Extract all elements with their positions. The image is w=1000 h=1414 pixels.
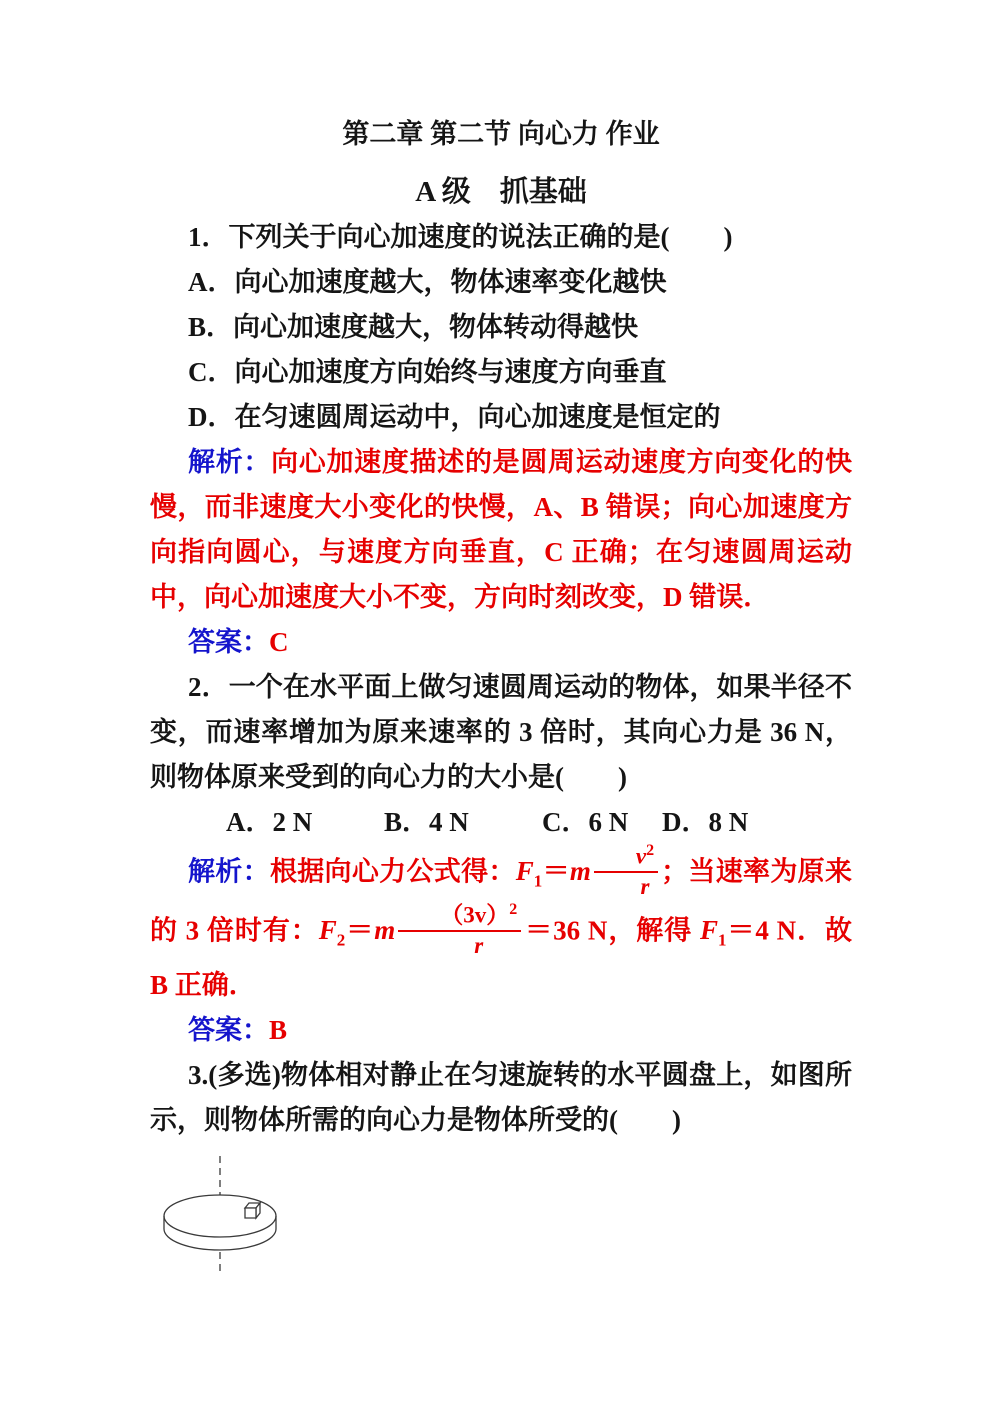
var-r: r	[474, 932, 484, 958]
sub-2: 2	[336, 930, 346, 950]
q2-answer-label: 答案：	[188, 1014, 269, 1045]
block-cube-front-face	[245, 1208, 256, 1218]
sub-1: 1	[533, 871, 543, 891]
q1-option-a: A．向心加速度越大，物体速率变化越快	[188, 267, 667, 297]
q1-answer	[150, 620, 852, 665]
disk-top-ellipse	[164, 1195, 276, 1237]
q2-analysis-seg4: 4 N．故 B 正确．	[150, 915, 853, 1000]
var-m: m	[374, 915, 396, 946]
q2-analysis-seg3: 36 N，解得	[553, 915, 700, 946]
sub-1: 1	[717, 930, 727, 950]
formula-f1-result	[699, 915, 756, 950]
q2-options-row	[150, 800, 852, 845]
equals-sign: ＝	[542, 856, 570, 887]
paren-3v: （3v）	[440, 902, 510, 928]
q2-stem: 2．一个在水平面上做匀速圆周运动的物体，如果半径不变，而速率增加为原来速率的 3 倍时，其向心力是 36 N，则物体原来受到的向心力的大小是( )	[150, 672, 852, 792]
q2-answer	[150, 1008, 852, 1053]
q1-analysis-label: 解析：	[188, 447, 272, 477]
rotating-disk-figure	[150, 1153, 300, 1278]
q1-option-b: B．向心加速度越大，物体转动得越快	[188, 312, 639, 342]
q1-option-d: D．在匀速圆周运动中，向心加速度是恒定的	[188, 402, 721, 432]
q2-analysis-seg1: 根据向心力公式得：	[269, 856, 516, 887]
q2-option-b: B．4 N	[384, 807, 469, 837]
exponent-2: 2	[646, 842, 655, 859]
equals-sign: ＝	[726, 915, 756, 946]
var-v: v	[635, 843, 647, 869]
q2-option-a: A．2 N	[226, 807, 313, 837]
fraction-v2-over-r	[594, 842, 658, 901]
section-heading: A 级 抓基础	[415, 176, 587, 208]
q2-option-d: D．8 N	[662, 807, 749, 837]
var-F: F	[515, 856, 534, 887]
q1-stem: 1．下列关于向心加速度的说法正确的是( )	[188, 222, 733, 252]
q3-figure	[150, 1153, 852, 1278]
var-F: F	[699, 915, 718, 946]
equals-sign: ＝	[524, 915, 554, 946]
formula-f1	[515, 842, 661, 900]
var-m: m	[569, 856, 591, 887]
formula-f2	[318, 900, 554, 958]
q2-option-c: C．6 N	[542, 807, 629, 837]
q1-option-c: C．向心加速度方向始终与速度方向垂直	[188, 357, 667, 387]
page-title: 第二章 第二节 向心力 作业	[342, 119, 660, 149]
fraction-3v2-over-r	[398, 901, 521, 960]
q2-answer-value: B	[269, 1014, 288, 1045]
q1-answer-label: 答案：	[188, 627, 269, 657]
var-F: F	[318, 915, 337, 946]
q2-analysis	[150, 842, 853, 1008]
q2-analysis-seg2: ；当速率为原来的 3 倍时有：	[150, 856, 852, 946]
q1-analysis-text: 向心加速度描述的是圆周运动速度方向变化的快慢，而非速度大小变化的快慢，A、B 错误；向心加速度方向指向圆心，与速度方向垂直，C 正确；在匀速圆周运动中，向心加速度大小不变，方向时刻改变，D 错误．	[150, 447, 853, 612]
equals-sign: ＝	[345, 915, 375, 946]
var-r: r	[640, 874, 650, 900]
q1-answer-value: C	[269, 627, 289, 657]
q3-stem: 3.(多选)物体相对静止在匀速旋转的水平圆盘上，如图所示，则物体所需的向心力是物体所受的( )	[150, 1059, 852, 1135]
q2-analysis-label: 解析：	[188, 856, 270, 887]
q1-analysis	[150, 440, 852, 620]
exponent-2: 2	[509, 900, 518, 918]
